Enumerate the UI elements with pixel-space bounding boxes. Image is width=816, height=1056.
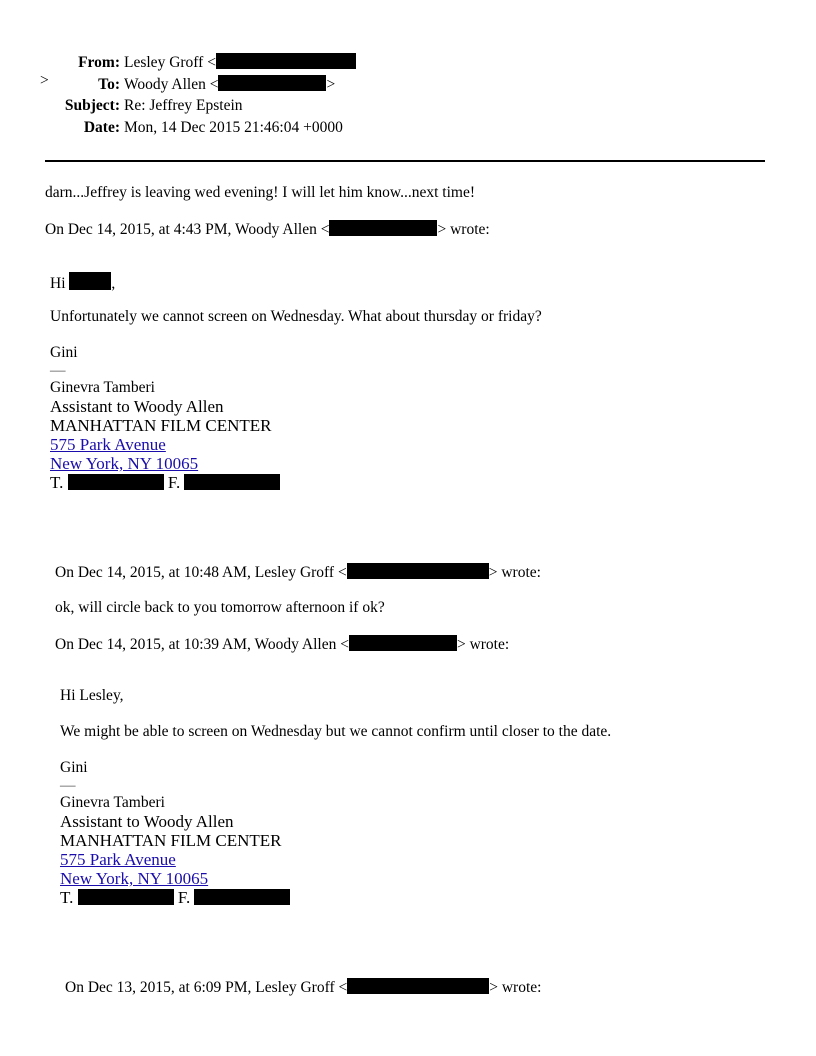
message-text: ok, will circle back to you tomorrow afternoon if ok?	[55, 599, 385, 616]
to-row: To: Woody Allen < >	[40, 75, 360, 97]
quote-header-text: On Dec 14, 2015, at 4:43 PM, Woody Allen <	[45, 221, 330, 238]
redaction	[347, 563, 489, 579]
date-value: Mon, 14 Dec 2015 21:46:04 +0000	[124, 119, 343, 136]
sig-address-line1[interactable]	[50, 435, 166, 455]
sig-phone-fax	[60, 888, 290, 908]
sig-title: Assistant to Woody Allen	[60, 812, 234, 831]
address-link[interactable]: 575 Park Avenue	[50, 435, 166, 454]
message-text: We might be able to screen on Wednesday but we cannot confirm until closer to the date.	[60, 723, 612, 740]
quote-header-suffix: > wrote:	[489, 979, 542, 996]
from-row: From: Lesley Groff <>	[40, 53, 360, 75]
quote-header-text: On Dec 13, 2015, at 6:09 PM, Lesley Groff <	[65, 979, 348, 996]
redaction	[218, 75, 326, 91]
sig-company: MANHATTAN FILM CENTER	[60, 831, 282, 850]
quote-header	[55, 563, 541, 582]
fax-label: F.	[177, 888, 191, 907]
address-link[interactable]: New York, NY 10065	[50, 454, 199, 473]
to-value: Woody Allen	[124, 76, 206, 93]
sig-title: Assistant to Woody Allen	[50, 397, 224, 416]
message-text: Unfortunately we cannot screen on Wednesday. What about thursday or friday?	[50, 308, 542, 325]
quote-header-text: On Dec 14, 2015, at 10:39 AM, Woody Allen <	[55, 636, 349, 653]
header-divider	[45, 160, 765, 162]
greeting-comma: ,	[111, 275, 116, 292]
redaction	[329, 220, 437, 236]
redaction	[184, 474, 280, 490]
subject-label: Subject:	[64, 97, 120, 114]
sig-address-line2[interactable]	[50, 454, 198, 474]
from-value: Lesley Groff	[124, 54, 204, 71]
quote-header	[45, 220, 490, 239]
sig-name: Gini	[60, 759, 88, 776]
greeting	[50, 272, 115, 293]
phone-label: T.	[50, 473, 64, 492]
redaction	[68, 474, 164, 490]
quote-header-suffix: > wrote:	[437, 221, 490, 238]
redaction	[349, 635, 457, 651]
sig-name: Gini	[50, 344, 78, 361]
sig-address-line2[interactable]	[60, 869, 208, 889]
sig-fullname: Ginevra Tamberi	[60, 794, 165, 811]
redaction	[216, 53, 356, 69]
subject-value: Re: Jeffrey Epstein	[124, 97, 243, 114]
redaction	[69, 272, 111, 290]
sig-address-line1[interactable]	[60, 850, 176, 870]
fax-label: F.	[167, 473, 181, 492]
address-link[interactable]: 575 Park Avenue	[60, 850, 176, 869]
redaction	[347, 978, 489, 994]
quote-header-text: On Dec 14, 2015, at 10:48 AM, Lesley Groff <	[55, 564, 347, 581]
date-label: Date:	[83, 119, 120, 136]
message-text: darn...Jeffrey is leaving wed evening! I will let him know...next time!	[45, 184, 476, 201]
quote-header-suffix: > wrote:	[456, 636, 510, 653]
date-row	[40, 119, 360, 141]
to-label: To:	[98, 76, 120, 93]
sig-dash: —	[50, 362, 66, 379]
quote-header	[55, 635, 509, 654]
email-header	[40, 53, 360, 141]
subject-row	[40, 97, 360, 119]
greeting-text: Hi	[50, 275, 66, 292]
quote-header	[65, 978, 541, 997]
address-link[interactable]: New York, NY 10065	[60, 869, 209, 888]
sig-fullname: Ginevra Tamberi	[50, 379, 155, 396]
sig-company: MANHATTAN FILM CENTER	[50, 416, 272, 435]
greeting: Hi Lesley,	[60, 687, 124, 704]
phone-label: T.	[60, 888, 74, 907]
redaction	[194, 889, 290, 905]
sig-dash: —	[60, 777, 76, 794]
sig-phone-fax	[50, 473, 280, 493]
from-label: From:	[78, 54, 120, 71]
quote-header-suffix: > wrote:	[488, 564, 541, 581]
redaction	[78, 889, 174, 905]
